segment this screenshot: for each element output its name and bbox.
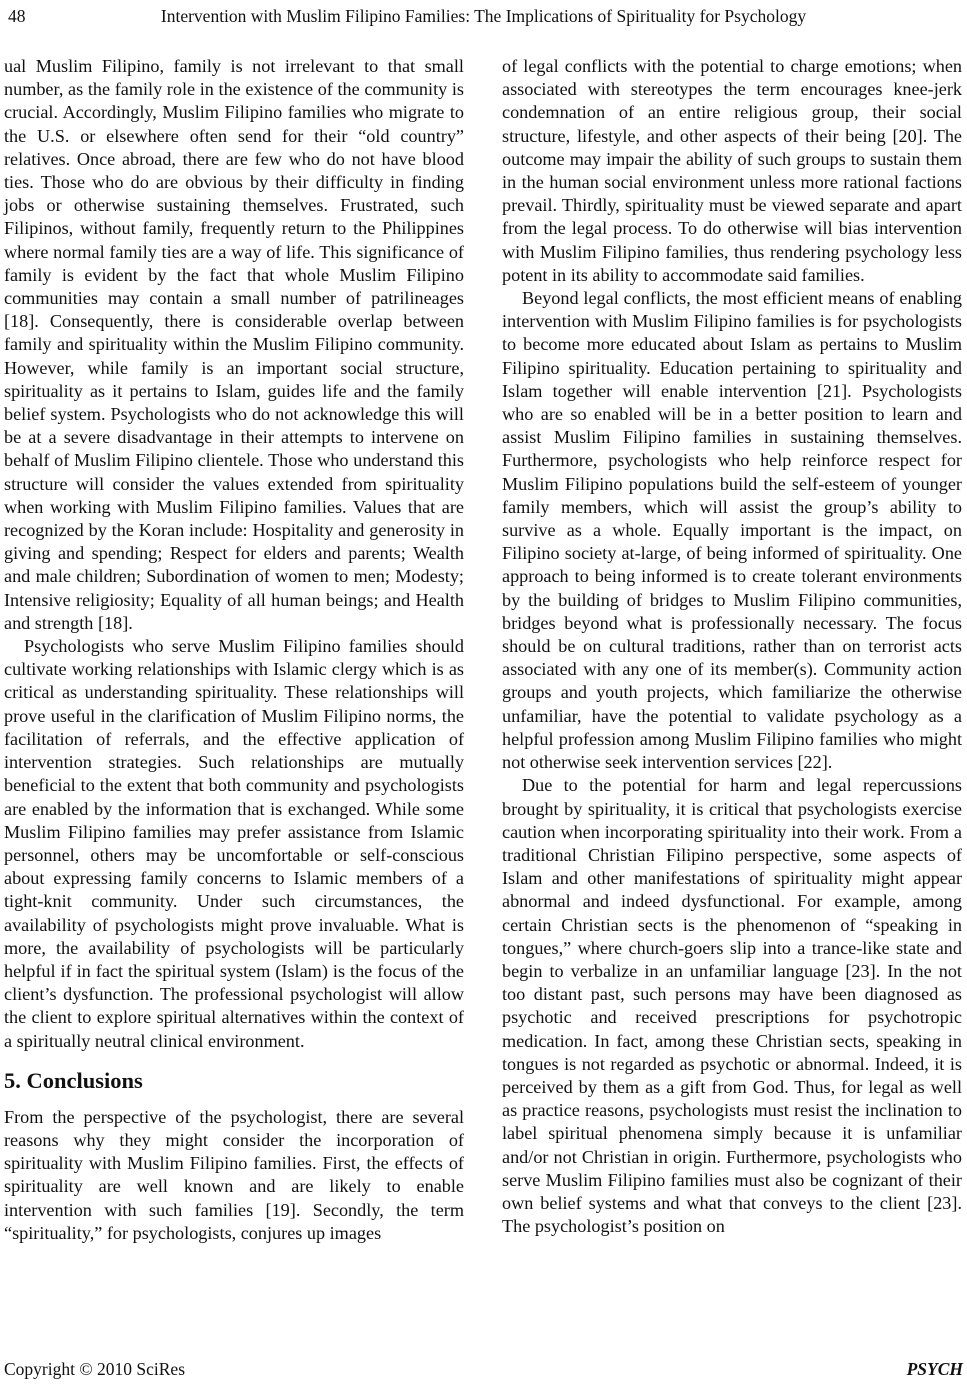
journal-name: PSYCH	[906, 1359, 963, 1379]
left-column-paragraph-3: From the perspective of the psychologist, there are several reasons why they might consider the incorporation of spirituality with Muslim Filipino families. First, the effects of spirituality are well known and are likely to enable intervention with such families [19]. Secondly, the term “spirituality,” for psychologists, conjures up images	[4, 1106, 464, 1243]
running-title: Intervention with Muslim Filipino Families: The Implications of Spirituality for Psychology	[160, 6, 807, 26]
right-column	[502, 55, 962, 1245]
copyright-notice: Copyright © 2010 SciRes	[4, 1359, 186, 1379]
left-column	[4, 55, 464, 1245]
left-column-paragraph-2: Psychologists who serve Muslim Filipino families should cultivate working relationships with Islamic clergy which is as critical as understanding spirituality. These relationships will prove useful in the clarification of Muslim Filipino norms, the facilitation of referrals, and the effective application of intervention strategies. Such relationships are mutually beneficial to the extent that both community and psychologists are enabled by the information that is exchanged. While some Muslim Filipino families may prefer assistance from Islamic personnel, others may be uncomfortable or self-conscious about expressing family concerns to Islamic members of a tight-knit community. Under such circumstances, the availability of psychologists might prove invaluable. What is more, the availability of psychologists will be particularly helpful if in fact the spiritual system (Islam) is the focus of the client’s dysfunction. The professional psychologist will allow the client to explore spiritual alternatives within the context of a spiritually neutral clinical environment.	[4, 636, 464, 1051]
conclusions-heading: 5. Conclusions	[4, 1067, 143, 1093]
right-column-paragraph-3: Due to the potential for harm and legal repercussions brought by spirituality, it is critical that psychologists exercise caution when incorporating spirituality into their work. From a traditional Christian Filipino perspective, some aspects of Islam and other manifestations of spirituality might appear abnormal and indeed dysfunctional. For example, among certain Christian sects is the phenomenon of “speaking in tongues,” where church-goers slip into a trance-like state and begin to verbalize in an unfamiliar language [23]. In the not too distant past, such persons may have been diagnosed as psychotic and received prescriptions for psychotropic medication. In fact, among these Christian sects, speaking in tongues is not regarded as psychotic or abnormal. Indeed, it is perceived by them as a gift from God. Thus, for legal as well as practice reasons, psychologists must resist the inclination to label spiritual phenomena simply because it is unfamiliar and/or not Christian in origin. Furthermore, psychologists who serve Muslim Filipino families must also be cognizant of their own belief systems and what that conveys to the client [23]. The psychologist’s position on	[502, 775, 962, 1237]
two-column-body	[4, 55, 963, 1245]
right-column-paragraph-2: Beyond legal conflicts, the most efficient means of enabling intervention with Muslim Filipino families is for psychologists to become more educated about Islam as pertains to Muslim Filipino spirituality. Education pertaining to spirituality and Islam together will enable intervention [21]. Psychologists who are so enabled will be in a better position to learn and assist Muslim Filipino families in sustaining themselves. Furthermore, psychologists who help reinforce respect for Muslim Filipino populations build the self-esteem of younger family members, which will assist the group’s ability to survive as a whole. Equally important is the impact, on Filipino society at-large, of being informed of spirituality. One approach to being informed is to create tolerant environments by the building of bridges to Muslim Filipino communities, bridges beyond what is professionally necessary. The focus should be on cultural traditions, rather than on terrorist acts associated with any one of its member(s). Community action groups and youth projects, which familiarize the otherwise unfamiliar, have the potential to validate psychology as a helpful profession among Muslim Filipino families who might not otherwise seek intervention services [22].	[502, 288, 962, 773]
left-column-paragraph-1: ual Muslim Filipino, family is not irrelevant to that small number, as the family role in the existence of the community is crucial. Accordingly, Muslim Filipino families who migrate to the U.S. or elsewhere often send for their “old country” relatives. Once abroad, there are few who do not have blood ties. Those who do are obvious by their difficulty in finding jobs or otherwise sustaining themselves. Frustrated, such Filipinos, without family, frequently return to the Philippines where normal family ties are a way of life. This significance of family is evident by the fact that whole Muslim Filipino communities may contain a small number of patrilineages [18]. Consequently, there is considerable overlap between family and spirituality within the Muslim Filipino community. However, while family is an important social structure, spirituality as it pertains to Islam, guides life and the family belief system. Psychologists who do not acknowledge this will be at a severe disadvantage in their attempts to intervene on behalf of Muslim Filipino clientele. Those who understand this structure will consider the values extended from spirituality when working with Muslim Filipino families. Values that are recognized by the Koran include: Hospitality and generosity in giving and spending; Respect for elders and parents; Wealth and male children; Subordination of women to men; Modesty; Intensive religiosity; Equality of all human beings; and Health and strength [18].	[4, 56, 464, 633]
page-footer	[4, 1358, 963, 1380]
right-column-paragraph-1: of legal conflicts with the potential to charge emotions; when associated with stereotypes the term encourages knee-jerk condemnation of an entire religious group, their social structure, lifestyle, and other aspects of their being [20]. The outcome may impair the ability of such groups to sustain them in the human social environment unless more rational factions prevail. Thirdly, spirituality must be viewed separate and apart from the legal process. To do otherwise will bias intervention with Muslim Filipino families, thus rendering psychology less potent in its ability to accommodate said families.	[502, 56, 962, 285]
page-number: 48	[8, 6, 26, 26]
running-header	[0, 5, 967, 29]
